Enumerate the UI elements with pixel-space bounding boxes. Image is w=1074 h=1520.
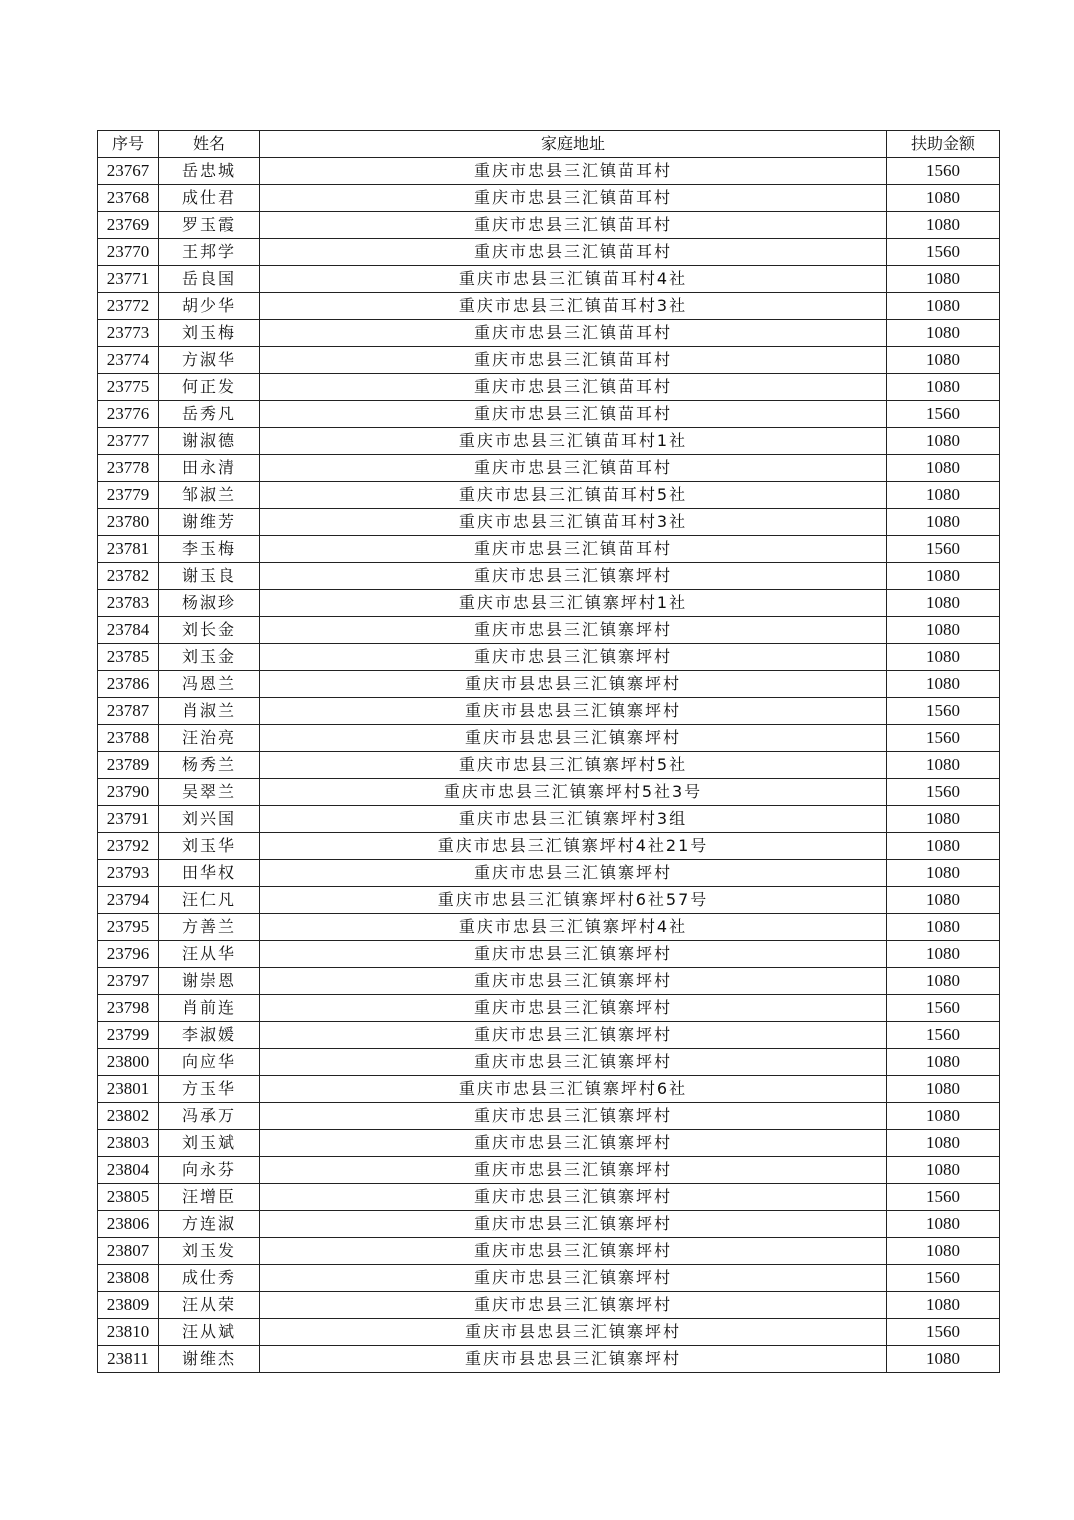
table-row (98, 644, 1000, 671)
address-cell: 重庆市忠县三汇镇寨坪村 (260, 1157, 887, 1184)
table-row (98, 347, 1000, 374)
amount-cell: 1560 (887, 239, 1000, 266)
address-cell: 重庆市忠县三汇镇苗耳村 (260, 239, 887, 266)
address-cell: 重庆市忠县三汇镇寨坪村 (260, 1265, 887, 1292)
table-body (98, 158, 1000, 1373)
name-cell: 李玉梅 (159, 536, 260, 563)
address-cell: 重庆市忠县三汇镇苗耳村 (260, 347, 887, 374)
amount-cell: 1560 (887, 698, 1000, 725)
name-cell: 汪治亮 (159, 725, 260, 752)
table-row (98, 212, 1000, 239)
serial-number-cell: 23810 (98, 1319, 159, 1346)
amount-cell: 1080 (887, 374, 1000, 401)
name-cell: 岳良国 (159, 266, 260, 293)
table-row (98, 455, 1000, 482)
address-cell: 重庆市忠县三汇镇苗耳村5社 (260, 482, 887, 509)
serial-number-cell: 23806 (98, 1211, 159, 1238)
address-cell: 重庆市忠县三汇镇寨坪村 (260, 860, 887, 887)
address-cell: 重庆市忠县三汇镇苗耳村 (260, 320, 887, 347)
amount-cell: 1080 (887, 617, 1000, 644)
table-row (98, 806, 1000, 833)
name-cell: 吴翠兰 (159, 779, 260, 806)
table-row (98, 563, 1000, 590)
name-cell: 方淑华 (159, 347, 260, 374)
name-cell: 田永清 (159, 455, 260, 482)
address-cell: 重庆市忠县三汇镇寨坪村3组 (260, 806, 887, 833)
header-serial-number: 序号 (98, 131, 159, 158)
serial-number-cell: 23798 (98, 995, 159, 1022)
address-cell: 重庆市忠县三汇镇寨坪村1社 (260, 590, 887, 617)
table-row (98, 1157, 1000, 1184)
amount-cell: 1080 (887, 1130, 1000, 1157)
name-cell: 王邦学 (159, 239, 260, 266)
amount-cell: 1080 (887, 563, 1000, 590)
amount-cell: 1080 (887, 644, 1000, 671)
serial-number-cell: 23775 (98, 374, 159, 401)
table-row (98, 1184, 1000, 1211)
amount-cell: 1080 (887, 185, 1000, 212)
address-cell: 重庆市忠县三汇镇苗耳村1社 (260, 428, 887, 455)
header-home-address: 家庭地址 (260, 131, 887, 158)
name-cell: 冯承万 (159, 1103, 260, 1130)
serial-number-cell: 23805 (98, 1184, 159, 1211)
name-cell: 肖淑兰 (159, 698, 260, 725)
name-cell: 谢崇恩 (159, 968, 260, 995)
serial-number-cell: 23786 (98, 671, 159, 698)
amount-cell: 1560 (887, 1265, 1000, 1292)
amount-cell: 1080 (887, 833, 1000, 860)
table-row (98, 428, 1000, 455)
table-row (98, 1103, 1000, 1130)
amount-cell: 1560 (887, 779, 1000, 806)
name-cell: 刘玉发 (159, 1238, 260, 1265)
serial-number-cell: 23799 (98, 1022, 159, 1049)
amount-cell: 1080 (887, 509, 1000, 536)
name-cell: 杨秀兰 (159, 752, 260, 779)
serial-number-cell: 23789 (98, 752, 159, 779)
serial-number-cell: 23781 (98, 536, 159, 563)
address-cell: 重庆市忠县三汇镇寨坪村6社57号 (260, 887, 887, 914)
address-cell: 重庆市忠县三汇镇苗耳村 (260, 374, 887, 401)
table-row (98, 158, 1000, 185)
serial-number-cell: 23795 (98, 914, 159, 941)
amount-cell: 1080 (887, 266, 1000, 293)
amount-cell: 1560 (887, 536, 1000, 563)
name-cell: 谢维芳 (159, 509, 260, 536)
name-cell: 汪从斌 (159, 1319, 260, 1346)
name-cell: 岳忠城 (159, 158, 260, 185)
amount-cell: 1560 (887, 725, 1000, 752)
address-cell: 重庆市忠县三汇镇寨坪村 (260, 1238, 887, 1265)
table-row (98, 1346, 1000, 1373)
table-row (98, 482, 1000, 509)
serial-number-cell: 23782 (98, 563, 159, 590)
name-cell: 冯恩兰 (159, 671, 260, 698)
address-cell: 重庆市忠县三汇镇寨坪村5社 (260, 752, 887, 779)
serial-number-cell: 23780 (98, 509, 159, 536)
name-cell: 田华权 (159, 860, 260, 887)
table-row (98, 968, 1000, 995)
amount-cell: 1560 (887, 995, 1000, 1022)
table-row (98, 293, 1000, 320)
amount-cell: 1560 (887, 1319, 1000, 1346)
address-cell: 重庆市忠县三汇镇苗耳村 (260, 185, 887, 212)
serial-number-cell: 23774 (98, 347, 159, 374)
amount-cell: 1080 (887, 1292, 1000, 1319)
table-row (98, 1238, 1000, 1265)
table-row (98, 320, 1000, 347)
address-cell: 重庆市忠县三汇镇寨坪村5社3号 (260, 779, 887, 806)
name-cell: 汪从荣 (159, 1292, 260, 1319)
amount-cell: 1560 (887, 1022, 1000, 1049)
serial-number-cell: 23804 (98, 1157, 159, 1184)
table-row (98, 914, 1000, 941)
assistance-table (97, 130, 1000, 1373)
address-cell: 重庆市忠县三汇镇寨坪村 (260, 995, 887, 1022)
name-cell: 杨淑珍 (159, 590, 260, 617)
address-cell: 重庆市忠县三汇镇苗耳村 (260, 401, 887, 428)
serial-number-cell: 23776 (98, 401, 159, 428)
name-cell: 罗玉霞 (159, 212, 260, 239)
table-row (98, 887, 1000, 914)
name-cell: 刘长金 (159, 617, 260, 644)
amount-cell: 1080 (887, 1049, 1000, 1076)
amount-cell: 1560 (887, 158, 1000, 185)
serial-number-cell: 23771 (98, 266, 159, 293)
table-row (98, 509, 1000, 536)
serial-number-cell: 23788 (98, 725, 159, 752)
name-cell: 刘玉华 (159, 833, 260, 860)
serial-number-cell: 23779 (98, 482, 159, 509)
serial-number-cell: 23791 (98, 806, 159, 833)
address-cell: 重庆市忠县三汇镇寨坪村 (260, 1022, 887, 1049)
address-cell: 重庆市忠县三汇镇寨坪村4社 (260, 914, 887, 941)
serial-number-cell: 23785 (98, 644, 159, 671)
name-cell: 岳秀凡 (159, 401, 260, 428)
address-cell: 重庆市县忠县三汇镇寨坪村 (260, 1346, 887, 1373)
address-cell: 重庆市忠县三汇镇寨坪村 (260, 1184, 887, 1211)
address-cell: 重庆市县忠县三汇镇寨坪村 (260, 725, 887, 752)
amount-cell: 1080 (887, 671, 1000, 698)
table-row (98, 1130, 1000, 1157)
name-cell: 何正发 (159, 374, 260, 401)
address-cell: 重庆市忠县三汇镇苗耳村3社 (260, 293, 887, 320)
name-cell: 李淑媛 (159, 1022, 260, 1049)
name-cell: 成仕秀 (159, 1265, 260, 1292)
table-row (98, 185, 1000, 212)
amount-cell: 1080 (887, 968, 1000, 995)
name-cell: 成仕君 (159, 185, 260, 212)
serial-number-cell: 23792 (98, 833, 159, 860)
amount-cell: 1080 (887, 347, 1000, 374)
serial-number-cell: 23768 (98, 185, 159, 212)
table-row (98, 1076, 1000, 1103)
name-cell: 汪从华 (159, 941, 260, 968)
serial-number-cell: 23801 (98, 1076, 159, 1103)
table-row (98, 590, 1000, 617)
amount-cell: 1080 (887, 455, 1000, 482)
serial-number-cell: 23790 (98, 779, 159, 806)
table-row (98, 1319, 1000, 1346)
serial-number-cell: 23803 (98, 1130, 159, 1157)
name-cell: 汪增臣 (159, 1184, 260, 1211)
table-row (98, 833, 1000, 860)
table-row (98, 1292, 1000, 1319)
serial-number-cell: 23784 (98, 617, 159, 644)
amount-cell: 1080 (887, 887, 1000, 914)
serial-number-cell: 23797 (98, 968, 159, 995)
table-row (98, 239, 1000, 266)
serial-number-cell: 23777 (98, 428, 159, 455)
address-cell: 重庆市忠县三汇镇寨坪村6社 (260, 1076, 887, 1103)
amount-cell: 1560 (887, 401, 1000, 428)
header-name: 姓名 (159, 131, 260, 158)
address-cell: 重庆市忠县三汇镇寨坪村4社21号 (260, 833, 887, 860)
table-row (98, 671, 1000, 698)
address-cell: 重庆市忠县三汇镇苗耳村 (260, 536, 887, 563)
name-cell: 向永芬 (159, 1157, 260, 1184)
amount-cell: 1560 (887, 1184, 1000, 1211)
address-cell: 重庆市忠县三汇镇苗耳村3社 (260, 509, 887, 536)
name-cell: 方连淑 (159, 1211, 260, 1238)
table-row (98, 374, 1000, 401)
serial-number-cell: 23783 (98, 590, 159, 617)
serial-number-cell: 23796 (98, 941, 159, 968)
amount-cell: 1080 (887, 1157, 1000, 1184)
address-cell: 重庆市忠县三汇镇寨坪村 (260, 968, 887, 995)
table-row (98, 617, 1000, 644)
amount-cell: 1080 (887, 941, 1000, 968)
name-cell: 谢玉良 (159, 563, 260, 590)
table-row (98, 401, 1000, 428)
amount-cell: 1080 (887, 482, 1000, 509)
address-cell: 重庆市忠县三汇镇苗耳村 (260, 158, 887, 185)
address-cell: 重庆市忠县三汇镇寨坪村 (260, 563, 887, 590)
table-row (98, 698, 1000, 725)
table-row (98, 1049, 1000, 1076)
amount-cell: 1080 (887, 752, 1000, 779)
address-cell: 重庆市忠县三汇镇寨坪村 (260, 1049, 887, 1076)
address-cell: 重庆市县忠县三汇镇寨坪村 (260, 671, 887, 698)
amount-cell: 1080 (887, 212, 1000, 239)
name-cell: 向应华 (159, 1049, 260, 1076)
amount-cell: 1080 (887, 1076, 1000, 1103)
address-cell: 重庆市忠县三汇镇寨坪村 (260, 1211, 887, 1238)
name-cell: 刘兴国 (159, 806, 260, 833)
address-cell: 重庆市忠县三汇镇寨坪村 (260, 941, 887, 968)
address-cell: 重庆市县忠县三汇镇寨坪村 (260, 698, 887, 725)
header-row (98, 131, 1000, 158)
serial-number-cell: 23767 (98, 158, 159, 185)
table-row (98, 995, 1000, 1022)
amount-cell: 1080 (887, 1238, 1000, 1265)
table-row (98, 266, 1000, 293)
amount-cell: 1080 (887, 860, 1000, 887)
serial-number-cell: 23769 (98, 212, 159, 239)
amount-cell: 1080 (887, 590, 1000, 617)
table-row (98, 536, 1000, 563)
name-cell: 汪仁凡 (159, 887, 260, 914)
name-cell: 胡少华 (159, 293, 260, 320)
serial-number-cell: 23811 (98, 1346, 159, 1373)
name-cell: 谢淑德 (159, 428, 260, 455)
address-cell: 重庆市忠县三汇镇苗耳村 (260, 212, 887, 239)
serial-number-cell: 23807 (98, 1238, 159, 1265)
address-cell: 重庆市忠县三汇镇寨坪村 (260, 1130, 887, 1157)
amount-cell: 1080 (887, 806, 1000, 833)
name-cell: 刘玉斌 (159, 1130, 260, 1157)
table-row (98, 1265, 1000, 1292)
table-header (98, 131, 1000, 158)
name-cell: 方玉华 (159, 1076, 260, 1103)
serial-number-cell: 23770 (98, 239, 159, 266)
table-row (98, 725, 1000, 752)
name-cell: 肖前连 (159, 995, 260, 1022)
table-row (98, 1022, 1000, 1049)
address-cell: 重庆市忠县三汇镇苗耳村 (260, 455, 887, 482)
name-cell: 邹淑兰 (159, 482, 260, 509)
serial-number-cell: 23800 (98, 1049, 159, 1076)
table-row (98, 1211, 1000, 1238)
serial-number-cell: 23773 (98, 320, 159, 347)
serial-number-cell: 23808 (98, 1265, 159, 1292)
name-cell: 刘玉梅 (159, 320, 260, 347)
address-cell: 重庆市忠县三汇镇寨坪村 (260, 644, 887, 671)
serial-number-cell: 23802 (98, 1103, 159, 1130)
amount-cell: 1080 (887, 1103, 1000, 1130)
serial-number-cell: 23809 (98, 1292, 159, 1319)
amount-cell: 1080 (887, 1211, 1000, 1238)
table-row (98, 941, 1000, 968)
address-cell: 重庆市忠县三汇镇寨坪村 (260, 1103, 887, 1130)
serial-number-cell: 23787 (98, 698, 159, 725)
address-cell: 重庆市忠县三汇镇寨坪村 (260, 617, 887, 644)
address-cell: 重庆市忠县三汇镇苗耳村4社 (260, 266, 887, 293)
amount-cell: 1080 (887, 1346, 1000, 1373)
amount-cell: 1080 (887, 428, 1000, 455)
name-cell: 刘玉金 (159, 644, 260, 671)
address-cell: 重庆市县忠县三汇镇寨坪村 (260, 1319, 887, 1346)
header-assistance-amount: 扶助金额 (887, 131, 1000, 158)
amount-cell: 1080 (887, 293, 1000, 320)
serial-number-cell: 23794 (98, 887, 159, 914)
amount-cell: 1080 (887, 914, 1000, 941)
table-row (98, 779, 1000, 806)
name-cell: 方善兰 (159, 914, 260, 941)
serial-number-cell: 23778 (98, 455, 159, 482)
table-row (98, 860, 1000, 887)
serial-number-cell: 23772 (98, 293, 159, 320)
amount-cell: 1080 (887, 320, 1000, 347)
address-cell: 重庆市忠县三汇镇寨坪村 (260, 1292, 887, 1319)
serial-number-cell: 23793 (98, 860, 159, 887)
name-cell: 谢维杰 (159, 1346, 260, 1373)
table-row (98, 752, 1000, 779)
